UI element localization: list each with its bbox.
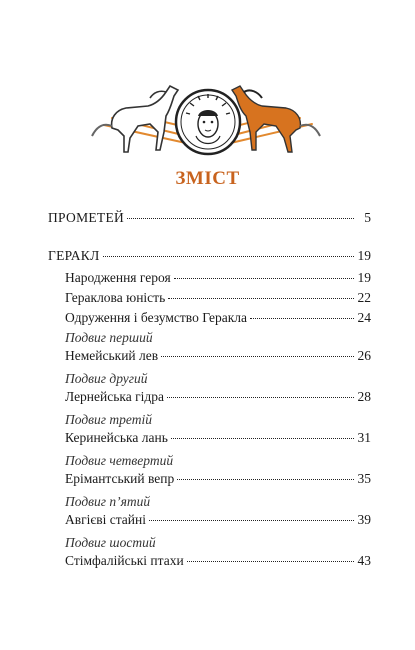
toc-entry-page: 19 (357, 270, 371, 285)
toc-entry[interactable] (65, 290, 371, 306)
toc-entry-page: 26 (357, 348, 371, 363)
toc-entry-heracles[interactable] (48, 248, 371, 264)
toc-entry-title: Немейський лев (65, 348, 159, 363)
toc-entry-labor[interactable] (65, 471, 371, 487)
dot-leader (161, 356, 354, 357)
toc-entry-title: Лернейська гідра (65, 389, 165, 404)
toc-entry-page: 43 (357, 553, 371, 568)
labor-label: Подвиг шостий (65, 535, 156, 550)
page-title: ЗМІСТ (175, 168, 240, 189)
toc-entry-page: 19 (357, 248, 371, 263)
toc-entry-title: ГЕРАКЛ (48, 248, 100, 263)
dot-leader (177, 479, 354, 480)
toc-entry-title: Авгієві стайні (65, 512, 146, 527)
dot-leader (250, 318, 354, 319)
toc-entry-title: Керинейська лань (65, 430, 168, 445)
toc-entry-title: Ерімантський вепр (65, 471, 175, 486)
toc-entry-labor[interactable] (65, 430, 371, 446)
toc-entry-page: 39 (357, 512, 371, 527)
dot-leader (149, 520, 354, 521)
toc-entry-title: ПРОМЕТЕЙ (48, 210, 125, 225)
dot-leader (167, 397, 354, 398)
labor-label: Подвиг третій (65, 412, 152, 427)
toc-entry-page: 22 (357, 290, 371, 305)
toc-entry-labor[interactable] (65, 553, 371, 569)
toc-entry-prometheus[interactable] (48, 210, 371, 226)
toc-entry[interactable] (65, 270, 371, 286)
labor-label: Подвиг перший (65, 330, 153, 345)
dot-leader (171, 438, 354, 439)
toc-entry-title: Стімфалійські птахи (65, 553, 184, 568)
dot-leader (103, 256, 354, 257)
toc-entry-labor[interactable] (65, 348, 371, 364)
toc-entry-page: 31 (357, 430, 371, 445)
labor-label: Подвиг другий (65, 371, 148, 386)
labor-label: Подвиг п’ятий (65, 494, 151, 509)
toc-entry-page: 5 (364, 210, 371, 225)
toc-entry-labor[interactable] (65, 389, 371, 405)
toc-entry-title: Одруження і безумство Геракла (65, 310, 247, 325)
toc-entry-labor[interactable] (65, 512, 371, 528)
labor-label: Подвиг четвертий (65, 453, 174, 468)
dot-leader (168, 298, 354, 299)
toc-entry-page: 35 (357, 471, 371, 486)
dot-leader (174, 278, 354, 279)
toc-entry-page: 24 (357, 310, 371, 325)
dot-leader (187, 561, 354, 562)
toc-entry-title: Гераклова юність (65, 290, 166, 305)
toc-entry[interactable] (65, 310, 371, 326)
dot-leader (127, 218, 354, 219)
toc-entry-page: 28 (357, 389, 371, 404)
toc-entry-title: Народження героя (65, 270, 171, 285)
